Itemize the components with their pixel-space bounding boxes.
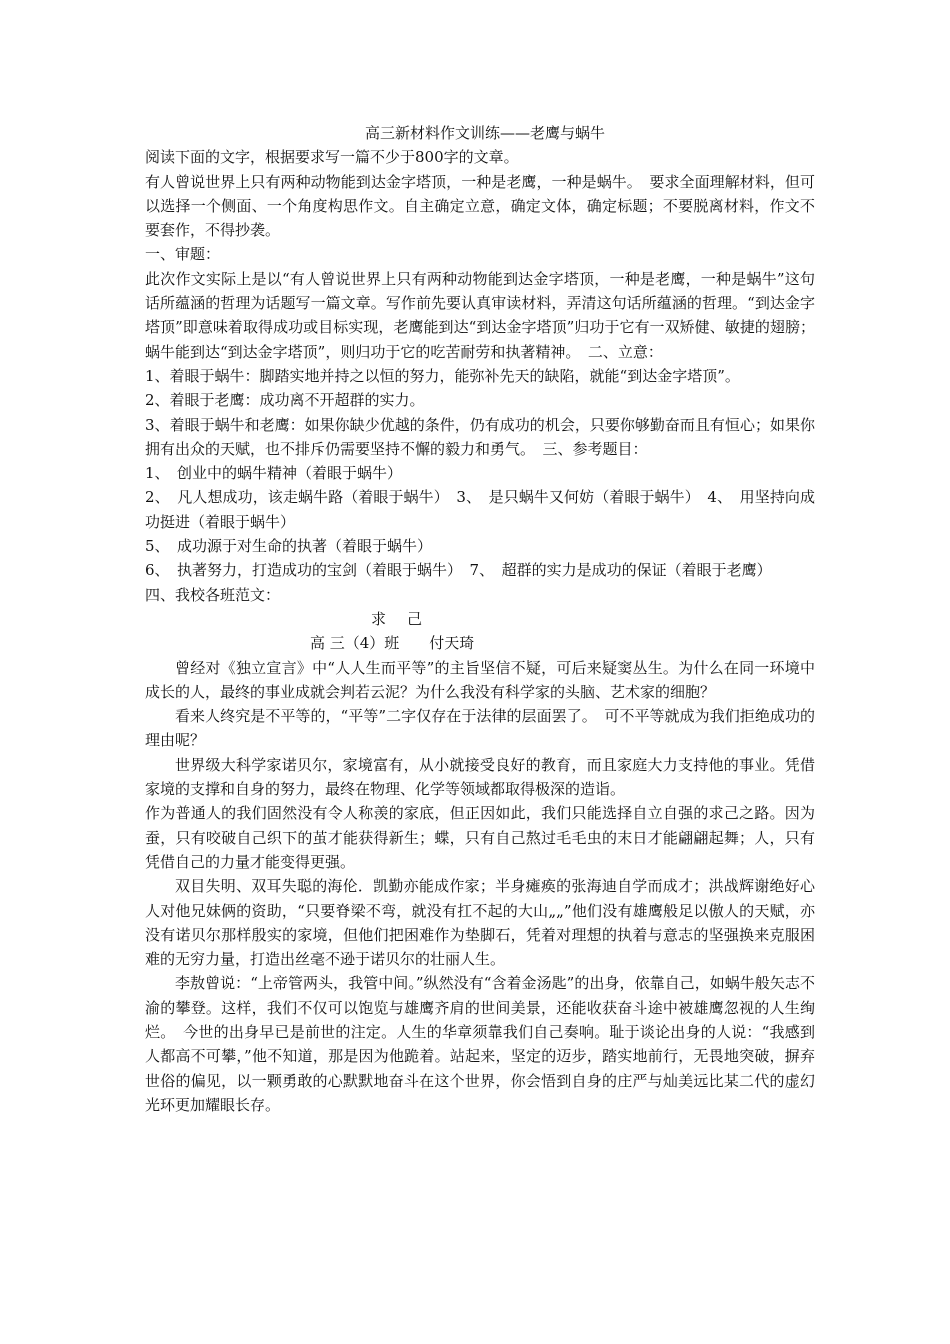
essay-title: 求 己 [371,609,426,628]
essay-paragraph: 世界级大科学家诺贝尔，家境富有，从小就接受良好的教育，而且家庭大力支持他的事业。凭借家境的支撑和自身的努力，最终在物理、化学等领域都取得极深的造诣。 [145,755,815,799]
essay-paragraph: 作为普通人的我们固然没有令人称羡的家底，但正因如此，我们只能选择自立自强的求己之路。因为蚕，只有咬破自己织下的茧才能获得新生；蝶，只有自己熬过毛毛虫的末日才能翩翩起舞；人，只有凭借自己的力量才能变得更强。 [145,804,815,871]
essay-author: 高 三（4）班 付天琦 [310,634,475,653]
material-and-requirements: 有人曾说世界上只有两种动物能到达金字塔顶，一种是老鹰，一种是蜗牛。 要求全面理解材料，但可以选择一个侧面、一个角度构思作文。自主确定立意，确定文体，确定标题；不要脱离材料，作文不要套作，不得抄袭。 [145,172,815,240]
review-paragraph: 此次作文实际上是以“有人曾说世界上只有两种动物能到达金字塔顶，一种是老鹰，一种是蜗牛”这句话所蕴涵的哲理为话题写一篇文章。写作前先要认真审读材料，弄清这句话所蕴涵的哲理。“到达金字塔顶”即意味着取得成功或目标实现，老鹰能到达“到达金字塔顶”归功于它有一双矫健、敏捷的翅膀；蜗牛能到达“到达金字塔顶”，则归功于它的吃苦耐劳和执著精神。 二、立意： [145,269,815,361]
essay-paragraph: 双目失明、双耳失聪的海伦．凯勤亦能成作家；半身瘫痪的张海迪自学而成才；洪战辉谢绝好心人对他兄妹俩的资助，“只要脊梁不弯，就没有扛不起的大山„„”他们没有雄鹰般足以傲人的天赋，亦没有诺贝尔那样殷实的家境，但他们把困难作为垫脚石，凭着对理想的执着与意志的坚强换来克服困难的无穷力量，打造出丝毫不逊于诺贝尔的壮丽人生。 [145,877,815,969]
topic-item: 2、 凡人想成功，该走蜗牛路（着眼于蜗牛） 3、 是只蜗牛又何妨（着眼于蜗牛） 4、 用坚持向成功挺进（着眼于蜗牛） [145,488,815,531]
essay-paragraph: 李敖曾说：“上帝管两头，我管中间。”纵然没有“含着金汤匙”的出身，依靠自己，如蜗牛般矢志不渝的攀登。这样，我们不仅可以饱览与雄鹰齐肩的世间美景，还能收获奋斗途中被雄鹰忽视的人生绚烂。 今世的出身早已是前世的注定。人生的华章须靠我们自己奏响。耻于谈论出身的人说：“我感到人都高不可攀，”他不知道，那是因为他跪着。站起来，坚定的迈步，踏实地前行，无畏地突破，摒弃世俗的偏见，以一颗勇敢的心默默地奋斗在这个世界，你会悟到自身的庄严与灿美远比某二代的虚幻光环更加耀眼长存。 [145,974,815,1114]
idea-item: 2、着眼于老鹰：成功离不开超群的实力。 [145,391,425,410]
document-title: 高三新材料作文训练——老鹰与蜗牛 [364,124,605,142]
essay-paragraph: 看来人终究是不平等的，“平等”二字仅存在于法律的层面罢了。 可不平等就成为我们拒绝成功的理由呢？ [145,707,815,750]
topic-item: 6、 执著努力，打造成功的宝剑（着眼于蜗牛） 7、 超群的实力是成功的保证（着眼于老鹰） [145,561,772,580]
idea-item: 3、着眼于蜗牛和老鹰：如果你缺少优越的条件，仍有成功的机会，只要你够勤奋而且有恒心；如果你拥有出众的天赋，也不排斥仍需要坚持不懈的毅力和勇气。 三、参考题目： [145,415,815,458]
section-heading-review: 一、审题： [145,245,221,264]
idea-item: 1、着眼于蜗牛：脚踏实地并持之以恒的努力，能弥补先天的缺陷，就能“到达金字塔顶”。 [145,366,740,385]
essay-paragraph: 曾经对《独立宣言》中“人人生而平等”的主旨坚信不疑，可后来疑窦丛生。为什么在同一环境中成长的人，最终的事业成就会判若云泥？为什么我没有科学家的头脑、艺术家的细胞？ [145,658,815,701]
topic-item: 1、 创业中的蜗牛精神（着眼于蜗牛） [145,464,403,483]
document-body [145,121,815,1117]
topic-item: 5、 成功源于对生命的执著（着眼于蜗牛） [145,537,433,556]
prompt-instruction: 阅读下面的文字，根据要求写一篇不少于800字的文章。 [145,148,519,167]
section-heading-examples: 四、我校各班范文： [145,585,281,604]
